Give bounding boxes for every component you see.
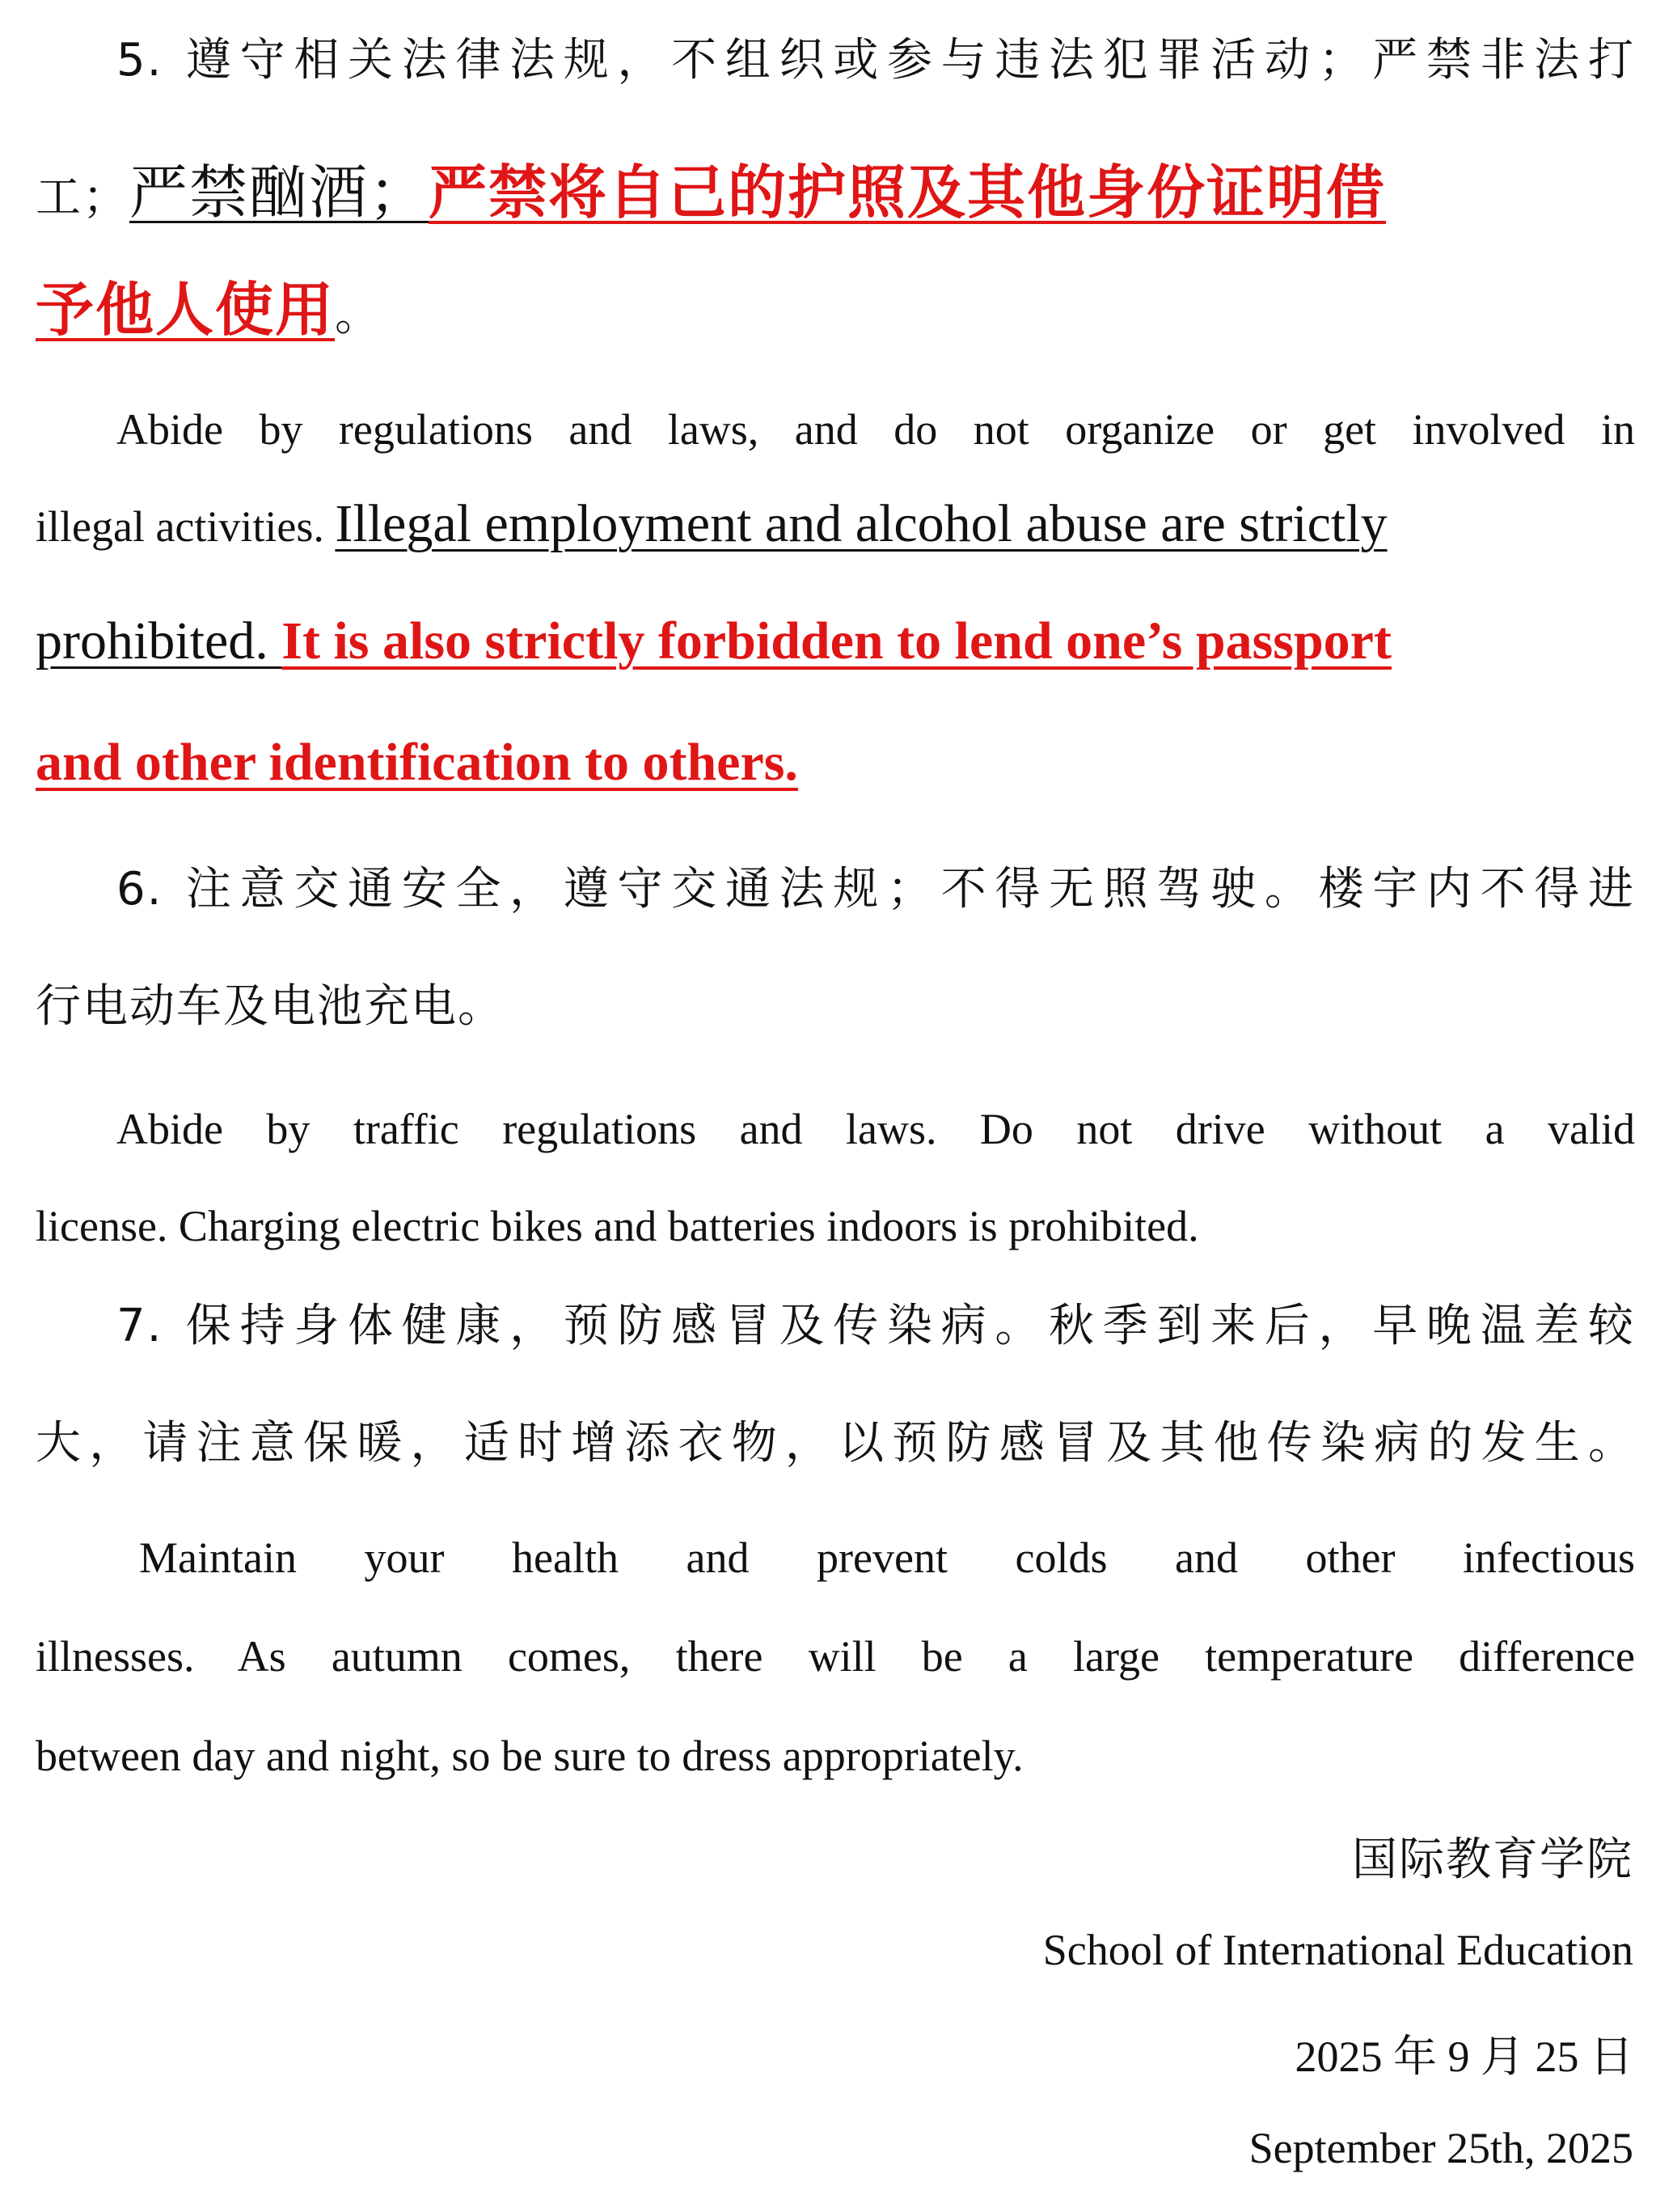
- signature-date-en: September 25th, 2025: [1248, 2124, 1633, 2172]
- item7-en-line1: Maintain your health and prevent colds and other infectious: [139, 1533, 1635, 1582]
- item6-cn-line1: 6. 注意交通安全，遵守交通法规；不得无照驾驶。楼宇内不得进: [116, 863, 1635, 916]
- item5-cn-line2: [36, 146, 1635, 230]
- item6-cn-line2: 行电动车及电池充电。: [36, 980, 505, 1033]
- item5-en-passport-ban: It is also strictly forbidden to lend one’s passport: [281, 611, 1392, 670]
- item7-en-line2: illnesses. As autumn comes, there will be a large temperature difference: [36, 1632, 1635, 1681]
- item5-cn-passport-ban: 严禁将自己的护照及其他身份证明借: [429, 159, 1387, 226]
- item5-cn-passport-ban-cont: 予他人使用: [36, 276, 336, 344]
- signature-org-en: School of International Education: [1042, 1926, 1633, 1974]
- item6-en-line1: Abide by traffic regulations and laws. Do not drive without a valid: [116, 1105, 1635, 1153]
- signature-org-cn: 国际教育学院: [1352, 1833, 1633, 1886]
- item5-cn-line2-start: 工；: [36, 171, 129, 224]
- item5-en-prohibited: prohibited.: [36, 611, 282, 670]
- item5-cn-line3-end: 。: [335, 289, 382, 341]
- item5-en-line1: Abide by regulations and laws, and do not organize or get involved in: [116, 405, 1635, 454]
- item5-en-line2-start: illegal activities.: [36, 502, 336, 551]
- item5-cn-line1: 5. 遵守相关法律法规，不组织或参与违法犯罪活动；严禁非法打: [116, 34, 1635, 87]
- item7-en-line3: between day and night, so be sure to dress appropriately.: [36, 1732, 1024, 1780]
- item5-en-line3: [36, 611, 1635, 672]
- item5-en-line2: [36, 493, 1635, 555]
- notice-page: [36, 0, 1635, 2212]
- item5-en-alcohol-ban: Illegal employment and alcohol abuse are strictly: [335, 494, 1388, 553]
- item6-en-line2: license. Charging electric bikes and batteries indoors is prohibited.: [36, 1202, 1199, 1250]
- item5-cn-alcohol-ban: 严禁酗酒；: [129, 159, 429, 226]
- item5-en-passport-ban-cont: and other identification to others.: [36, 733, 798, 792]
- item7-cn-line2: 大，请注意保暖，适时增添衣物，以预防感冒及其他传染病的发生。: [36, 1417, 1635, 1470]
- item5-en-line4: [36, 732, 1635, 793]
- item5-cn-line3: [36, 263, 1635, 347]
- signature-date-cn: 2025 年 9 月 25 日: [1295, 2032, 1633, 2081]
- item7-cn-line1: 7. 保持身体健康，预防感冒及传染病。秋季到来后，早晚温差较: [116, 1300, 1635, 1352]
